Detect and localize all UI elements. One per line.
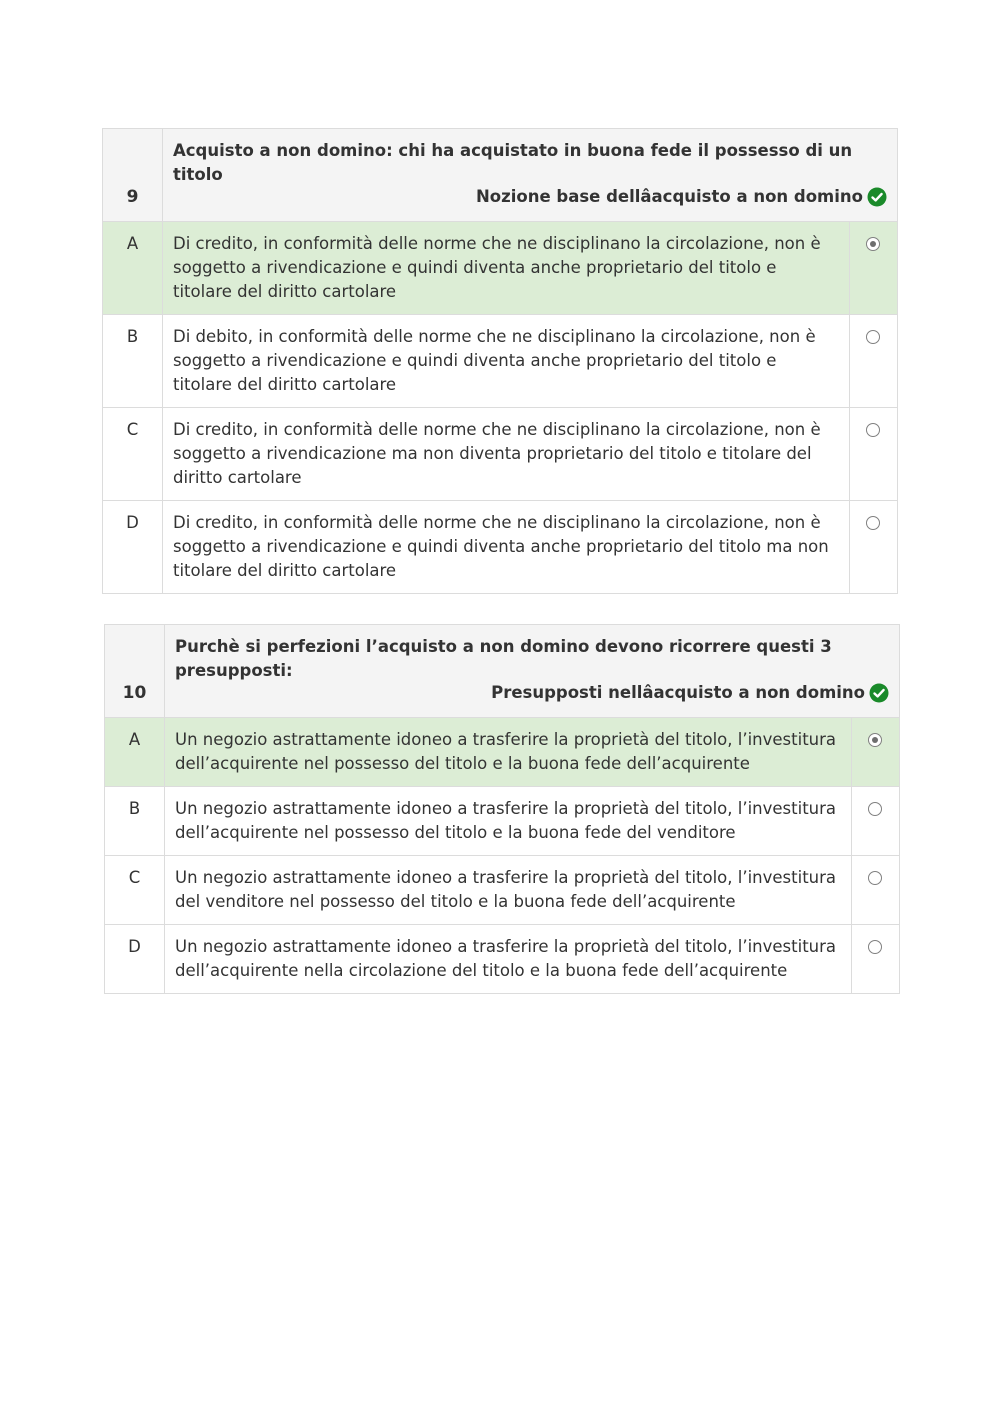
check-circle-icon bbox=[869, 683, 889, 703]
answer-letter: D bbox=[105, 925, 165, 994]
question-header bbox=[103, 129, 898, 222]
question-number: 9 bbox=[126, 187, 139, 207]
answer-row[interactable] bbox=[103, 222, 898, 315]
answer-letter: D bbox=[103, 501, 163, 594]
answer-text: Un negozio astrattamente idoneo a trasferire la proprietà del titolo, l’investitura dell’acquirente nel possesso del titolo e la buona fede del venditore bbox=[165, 787, 852, 856]
answer-text: Un negozio astrattamente idoneo a trasferire la proprietà del titolo, l’investitura del venditore nel possesso del titolo e la buona fede dell’acquirente bbox=[165, 856, 852, 925]
answer-letter: B bbox=[105, 787, 165, 856]
radio-button-icon[interactable] bbox=[868, 733, 882, 747]
answer-letter: A bbox=[105, 718, 165, 787]
question-text: Purchè si perfezioni l’acquisto a non domino devono ricorrere questi 3 presupposti: bbox=[175, 637, 832, 680]
question-text-cell bbox=[165, 625, 900, 718]
question-note-text: Presupposti nellâacquisto a non domino bbox=[491, 683, 865, 702]
answer-row[interactable] bbox=[105, 925, 900, 994]
question-note bbox=[476, 185, 887, 209]
question-number-cell bbox=[103, 129, 163, 222]
radio-button-icon[interactable] bbox=[866, 423, 880, 437]
answer-text: Di credito, in conformità delle norme che ne disciplinano la circolazione, non è soggetto a rivendicazione ma non diventa proprietario del titolo e titolare del diritto cartolare bbox=[163, 408, 850, 501]
answer-text: Di credito, in conformità delle norme che ne disciplinano la circolazione, non è soggetto a rivendicazione e quindi diventa anche proprietario del titolo ma non titolare del diritto cartolare bbox=[163, 501, 850, 594]
answer-row[interactable] bbox=[105, 856, 900, 925]
question-number: 10 bbox=[122, 683, 147, 703]
answer-letter: C bbox=[103, 408, 163, 501]
question-block-10 bbox=[104, 624, 900, 994]
question-text: Acquisto a non domino: chi ha acquistato in buona fede il possesso di un titolo bbox=[173, 141, 853, 184]
answer-letter: A bbox=[103, 222, 163, 315]
question-note bbox=[491, 681, 889, 705]
radio-button-icon[interactable] bbox=[868, 802, 882, 816]
question-text-cell bbox=[163, 129, 898, 222]
answer-row[interactable] bbox=[105, 787, 900, 856]
question-header bbox=[105, 625, 900, 718]
answer-letter: C bbox=[105, 856, 165, 925]
answer-text: Di credito, in conformità delle norme che ne disciplinano la circolazione, non è soggetto a rivendicazione e quindi diventa anche proprietario del titolo e titolare del diritto cartolare bbox=[163, 222, 850, 315]
radio-button-icon[interactable] bbox=[866, 237, 880, 251]
answer-text: Un negozio astrattamente idoneo a trasferire la proprietà del titolo, l’investitura dell’acquirente nel possesso del titolo e la buona fede dell’acquirente bbox=[165, 718, 852, 787]
answer-row[interactable] bbox=[103, 501, 898, 594]
answer-text: Di debito, in conformità delle norme che ne disciplinano la circolazione, non è soggetto a rivendicazione e quindi diventa anche proprietario del titolo e titolare del diritto cartolare bbox=[163, 315, 850, 408]
question-note-text: Nozione base dellâacquisto a non domino bbox=[475, 187, 863, 206]
answer-letter: B bbox=[103, 315, 163, 408]
answer-row[interactable] bbox=[105, 718, 900, 787]
radio-button-icon[interactable] bbox=[868, 940, 882, 954]
question-block-9 bbox=[102, 128, 898, 594]
radio-button-icon[interactable] bbox=[866, 330, 880, 344]
check-circle-icon bbox=[867, 187, 887, 207]
question-number-cell bbox=[105, 625, 165, 718]
answer-row[interactable] bbox=[103, 315, 898, 408]
radio-button-icon[interactable] bbox=[868, 871, 882, 885]
radio-button-icon[interactable] bbox=[866, 516, 880, 530]
answer-row[interactable] bbox=[103, 408, 898, 501]
answer-text: Un negozio astrattamente idoneo a trasferire la proprietà del titolo, l’investitura dell’acquirente nella circolazione del titolo e la buona fede dell’acquirente bbox=[165, 925, 852, 994]
